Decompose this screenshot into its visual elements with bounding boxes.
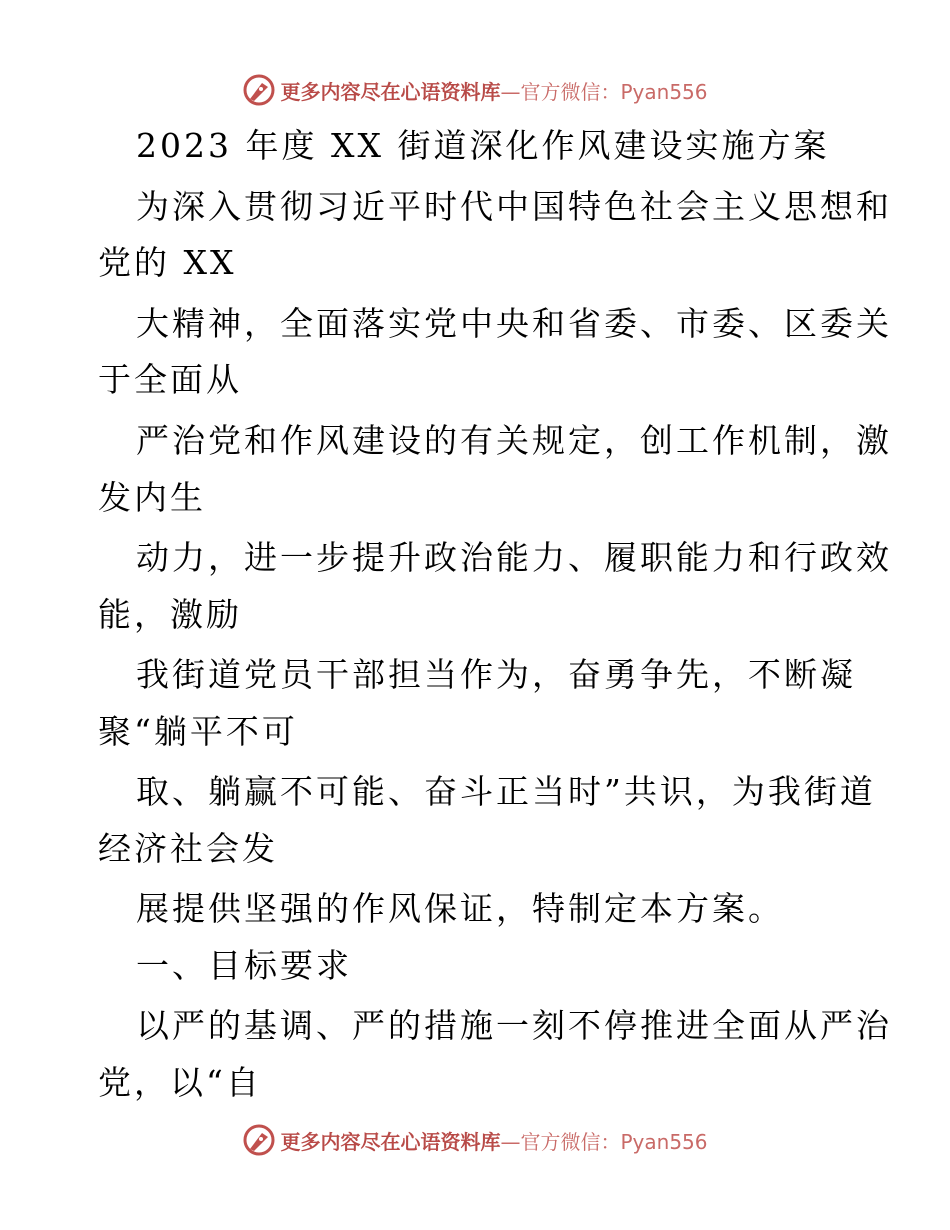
text-line: 经济社会发 (98, 829, 278, 868)
watermark-text (280, 76, 707, 105)
text-line: 聚“躺平不可 (98, 712, 298, 751)
watermark-main: 更多内容尽在心语资料库 (280, 1129, 501, 1154)
watermark-suffix: 官方微信： (520, 79, 621, 104)
text-line: 能，激励 (98, 595, 242, 634)
text-line: 取、躺赢不可能、奋斗正当时”共识，为我街道 (136, 772, 876, 811)
watermark-dash: — (500, 79, 521, 104)
text-line: 严治党和作风建设的有关规定，创工作机制，激 (136, 421, 892, 460)
watermark-main: 更多内容尽在心语资料库 (280, 79, 501, 104)
text-line: 大精神，全面落实党中央和省委、市委、区委关 (136, 304, 892, 343)
watermark-banner-bottom (0, 1120, 950, 1160)
document-title: 2023 年度 XX 街道深化作风建设实施方案 (136, 126, 830, 165)
text-line: 展提供坚强的作风保证，特制定本方案。 (136, 889, 784, 928)
text-line: 于全面从 (98, 360, 242, 399)
pen-nib-circle-icon (242, 1123, 276, 1157)
watermark-banner-top (0, 70, 950, 110)
text-line: 发内生 (98, 478, 206, 517)
text-line: 党的 XX (98, 243, 237, 282)
pen-nib-circle-icon (242, 73, 276, 107)
text-line: 动力，进一步提升政治能力、履职能力和行政效 (136, 538, 892, 577)
section-heading: 一、目标要求 (136, 946, 352, 985)
watermark-dash: — (500, 1129, 521, 1154)
text-line: 党，以“自 (98, 1063, 262, 1102)
watermark-account: Pyan556 (620, 79, 708, 104)
watermark-account: Pyan556 (620, 1129, 708, 1154)
text-line: 我街道党员干部担当作为，奋勇争先，不断凝 (136, 655, 856, 694)
text-line: 为深入贯彻习近平时代中国特色社会主义思想和 (136, 187, 892, 226)
watermark-text (280, 1126, 707, 1155)
watermark-suffix: 官方微信： (520, 1129, 621, 1154)
text-line: 以严的基调、严的措施一刻不停推进全面从严治 (136, 1006, 892, 1045)
